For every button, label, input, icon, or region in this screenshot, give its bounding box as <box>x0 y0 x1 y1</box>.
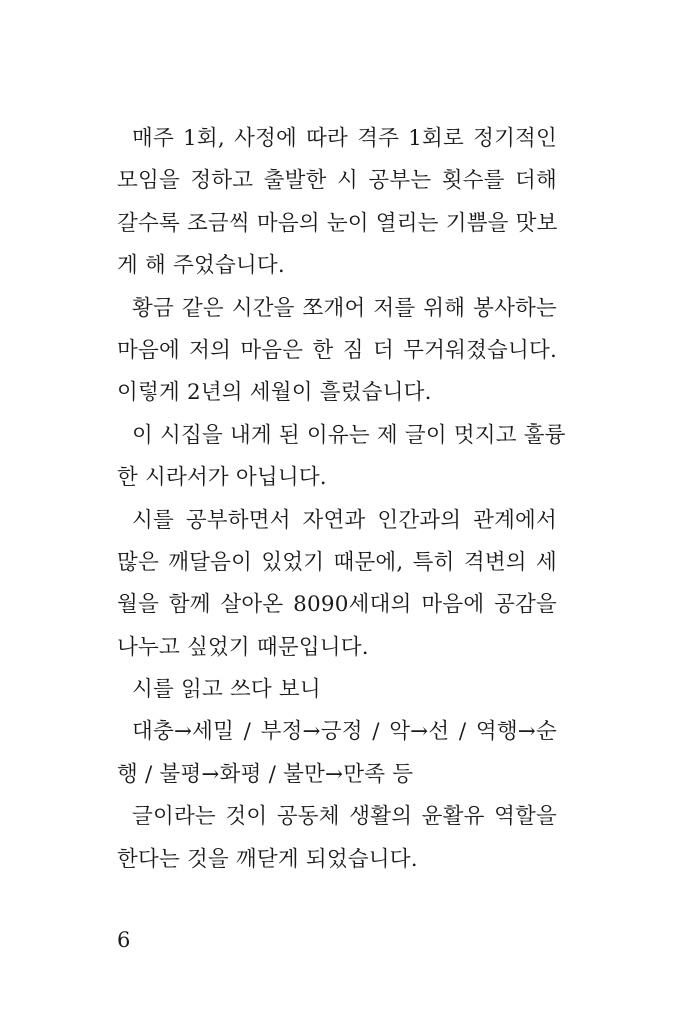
text-line: 이렇게 2년의 세월이 흘렀습니다. <box>117 380 432 406</box>
text-line: 마음에 저의 마음은 한 짐 더 무거워졌습니다. <box>117 337 557 363</box>
text-line: 많은 깨달음이 있었기 때문에, 특히 격변의 세 <box>117 549 557 575</box>
text-line: 글이라는 것이 공동체 생활의 윤활유 역할을 <box>132 804 557 830</box>
body-text <box>117 118 566 881</box>
text-line: 한 시라서가 아닙니다. <box>117 465 327 491</box>
text-line: 월을 함께 살아온 8090세대의 마음에 공감을 <box>117 592 557 618</box>
text-line: 시를 공부하면서 자연과 인간과의 관계에서 <box>132 507 557 533</box>
text-line: 나누고 싶었기 때문입니다. <box>117 634 369 660</box>
text-line: 대충→세밀 / 부정→긍정 / 악→선 / 역행→순 <box>132 719 557 745</box>
text-line: 갈수록 조금씩 마음의 눈이 열리는 기쁨을 맛보 <box>117 210 558 236</box>
text-line: 황금 같은 시간을 쪼개어 저를 위해 봉사하는 <box>132 295 557 321</box>
text-line: 매주 1회, 사정에 따라 격주 1회로 정기적인 <box>132 126 557 151</box>
text-line: 모임을 정하고 출발한 시 공부는 횟수를 더해 <box>117 168 557 194</box>
text-line: 이 시집을 내게 된 이유는 제 글이 멋지고 훌륭 <box>132 422 566 448</box>
page-number: 6 <box>117 928 131 952</box>
text-line: 시를 읽고 쓰다 보니 <box>132 677 321 703</box>
text-line: 게 해 주었습니다. <box>117 253 285 279</box>
text-line: 행 / 불평→화평 / 불만→만족 등 <box>117 761 414 787</box>
text-line: 한다는 것을 깨닫게 되었습니다. <box>117 846 418 872</box>
